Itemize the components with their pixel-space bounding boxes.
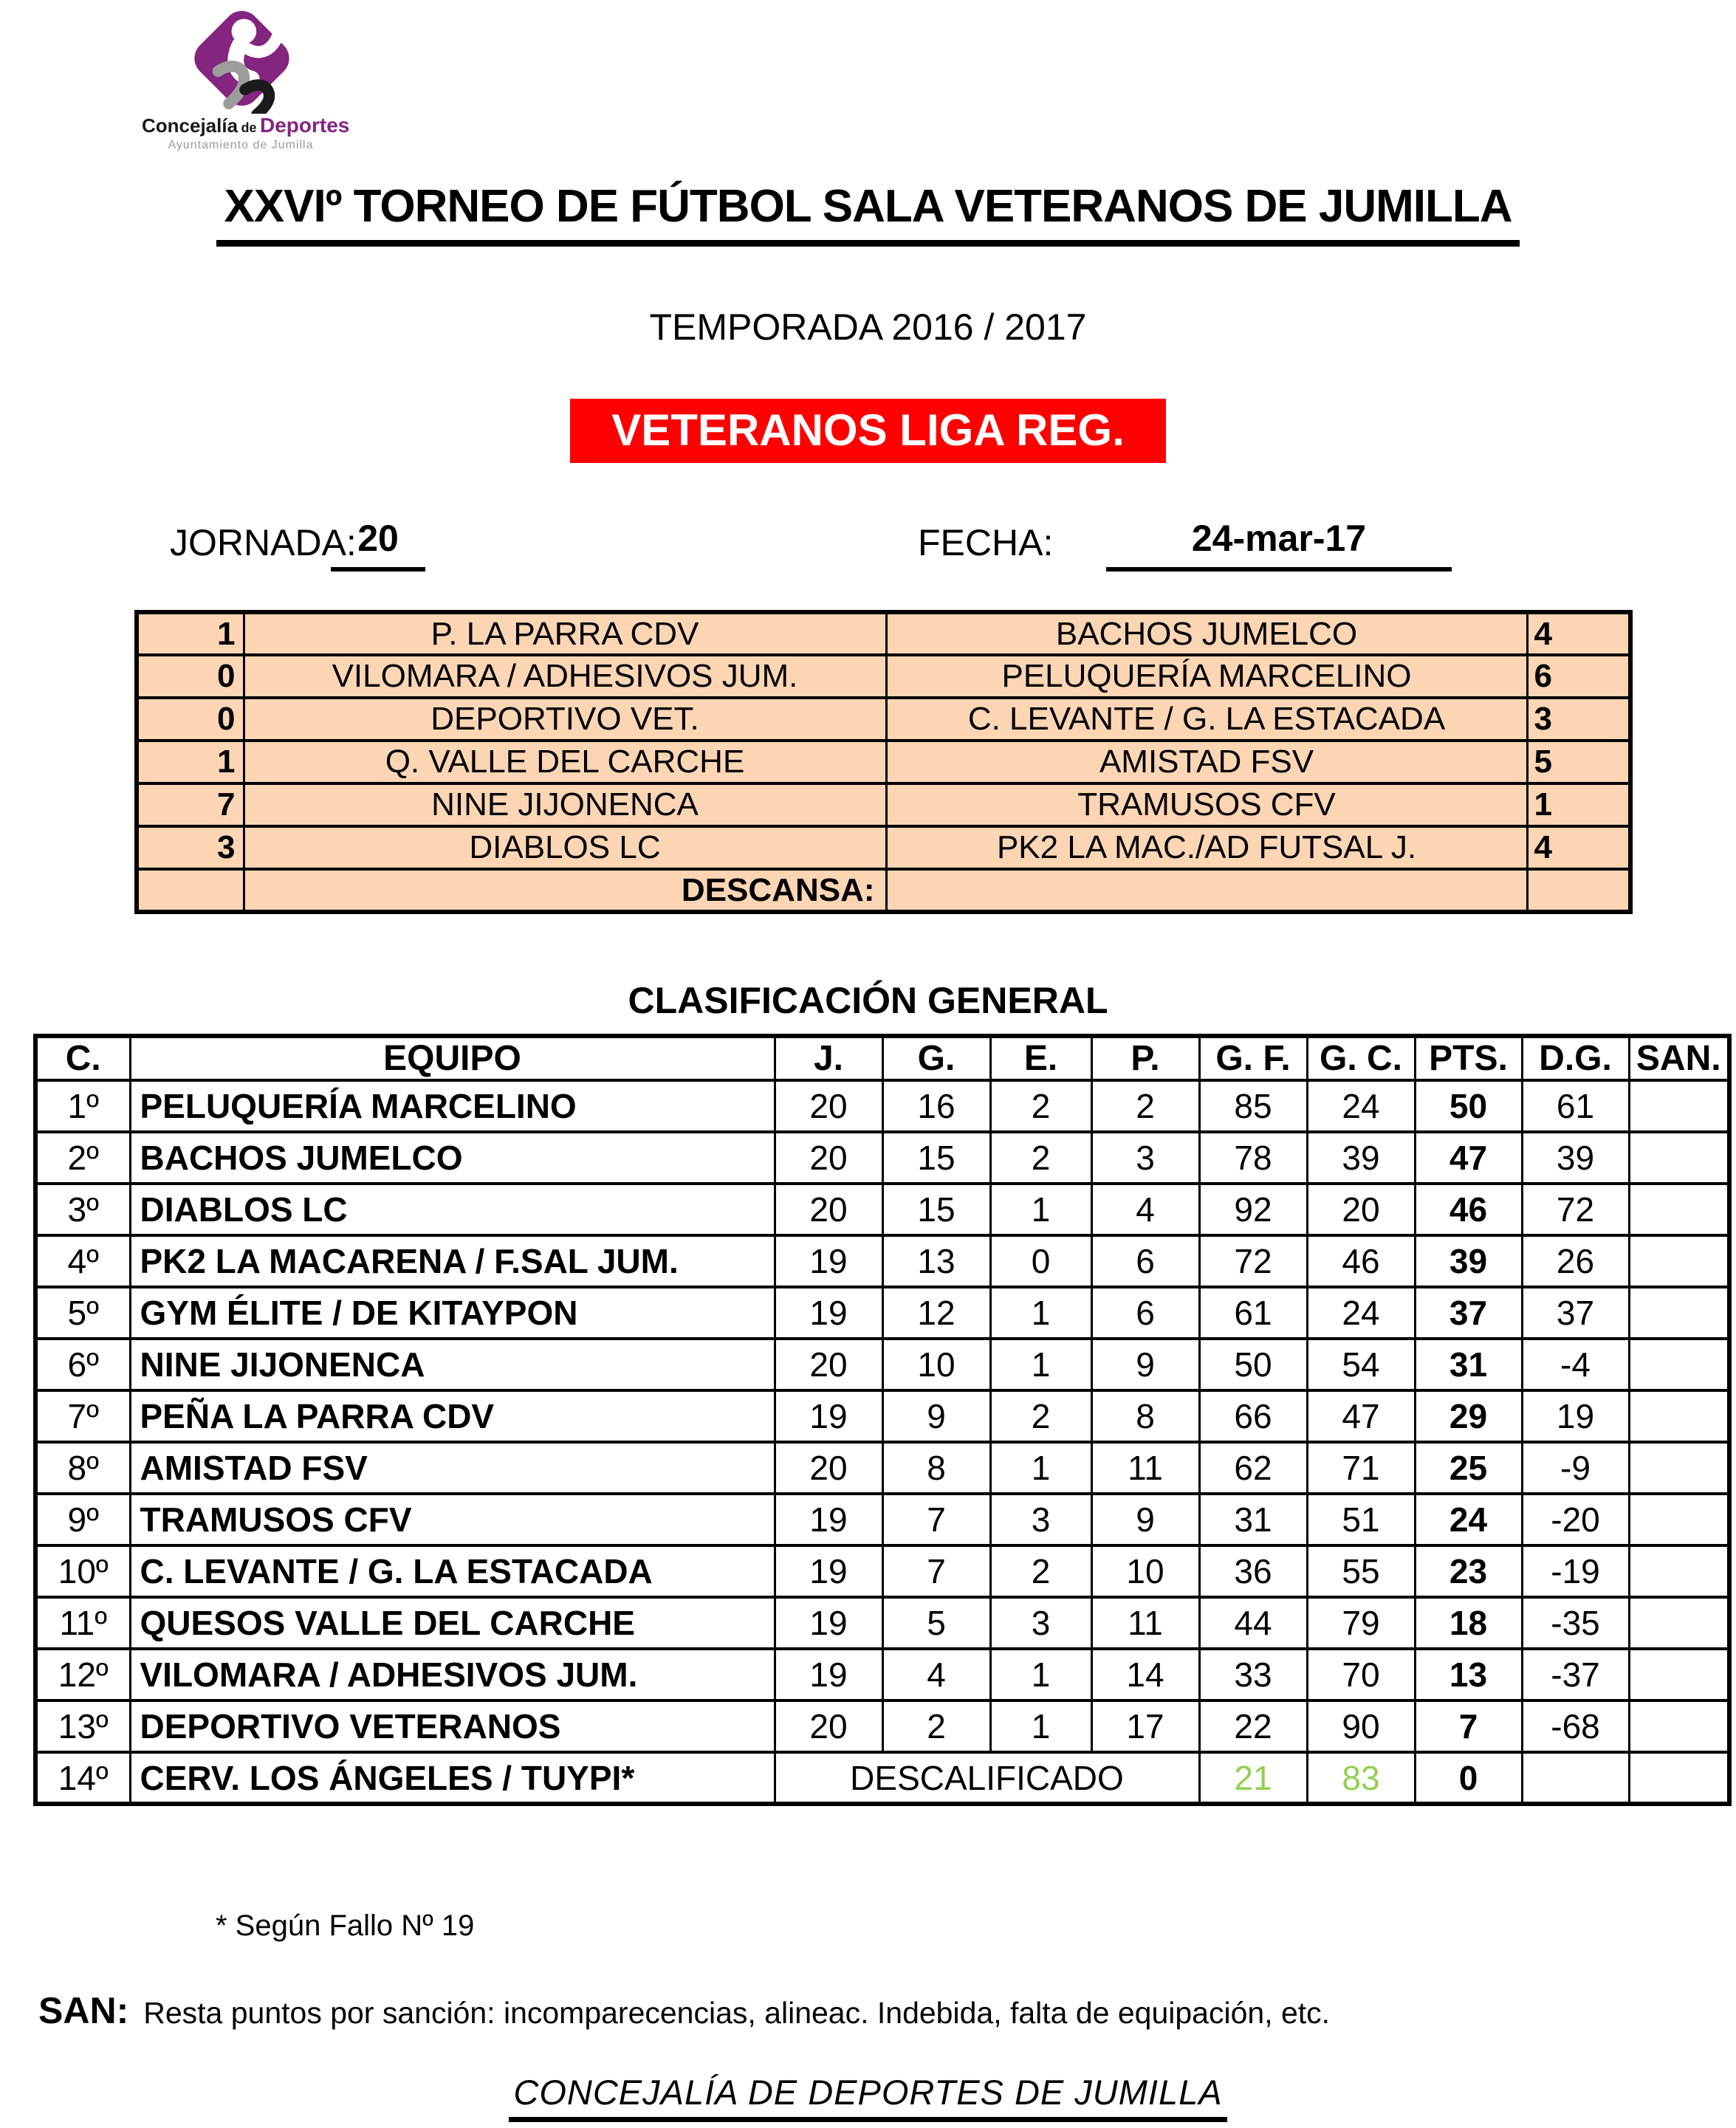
standings-title: CLASIFICACIÓN GENERAL	[628, 980, 1108, 1021]
home-team: VILOMARA / ADHESIVOS JUM.	[244, 655, 886, 698]
standings-row	[35, 1339, 1729, 1390]
away-score: 3	[1527, 698, 1630, 741]
col-header-pts: PTS.	[1415, 1036, 1522, 1080]
away-team: PELUQUERÍA MARCELINO	[886, 655, 1527, 698]
goal-difference: 61	[1522, 1080, 1629, 1132]
standings-row	[35, 1494, 1729, 1545]
goals-for: 36	[1199, 1545, 1307, 1597]
sanction	[1629, 1235, 1729, 1287]
descansa-empty-away-score	[1527, 869, 1630, 912]
standings-row	[35, 1649, 1729, 1700]
away-team: TRAMUSOS CFV	[886, 783, 1527, 826]
goals-for: 21	[1199, 1752, 1307, 1804]
away-score: 5	[1527, 741, 1630, 783]
team-name: AMISTAD FSV	[130, 1442, 775, 1494]
home-team: Q. VALLE DEL CARCHE	[244, 741, 886, 783]
drawn: 2	[990, 1390, 1091, 1442]
goals-against: 39	[1307, 1132, 1415, 1184]
home-team: DEPORTIVO VET.	[244, 698, 886, 741]
descansa-empty-team	[886, 869, 1527, 912]
goal-difference: 19	[1522, 1390, 1629, 1442]
team-name: QUESOS VALLE DEL CARCHE	[130, 1597, 775, 1649]
disqualified-status: DESCALIFICADO	[775, 1752, 1199, 1804]
lost: 10	[1091, 1545, 1199, 1597]
home-score: 1	[137, 612, 244, 655]
match-results-table	[134, 610, 1633, 914]
goals-against: 90	[1307, 1700, 1415, 1752]
position: 6º	[35, 1339, 130, 1390]
goal-difference: 37	[1522, 1287, 1629, 1339]
goal-difference: -68	[1522, 1700, 1629, 1752]
won: 15	[882, 1132, 990, 1184]
drawn: 1	[990, 1700, 1091, 1752]
standings-row	[35, 1287, 1729, 1339]
col-header-p: P.	[1091, 1036, 1199, 1080]
logo-brand-de: de	[241, 120, 257, 135]
goals-against: 24	[1307, 1287, 1415, 1339]
goals-for: 31	[1199, 1494, 1307, 1545]
sanction	[1629, 1390, 1729, 1442]
standings-row-disqualified	[35, 1752, 1729, 1804]
points: 37	[1415, 1287, 1522, 1339]
standings-row	[35, 1235, 1729, 1287]
league-banner: VETERANOS LIGA REG.	[570, 399, 1166, 463]
position: 4º	[35, 1235, 130, 1287]
lost: 9	[1091, 1339, 1199, 1390]
page-title: XXVIº TORNEO DE FÚTBOL SALA VETERANOS DE JUMILLA	[0, 180, 1736, 247]
goals-against: 79	[1307, 1597, 1415, 1649]
goal-difference: -4	[1522, 1339, 1629, 1390]
team-name: PELUQUERÍA MARCELINO	[130, 1080, 775, 1132]
away-team: BACHOS JUMELCO	[886, 612, 1527, 655]
goals-for: 66	[1199, 1390, 1307, 1442]
col-header-gc: G. C.	[1307, 1036, 1415, 1080]
home-team: NINE JIJONENCA	[244, 783, 886, 826]
match-row	[137, 783, 1630, 826]
sanction	[1629, 1700, 1729, 1752]
concejalia-deportes-logo	[142, 3, 350, 152]
position: 10º	[35, 1545, 130, 1597]
played: 19	[775, 1390, 882, 1442]
sanction	[1629, 1597, 1729, 1649]
col-header-dg: D.G.	[1522, 1036, 1629, 1080]
goals-against: 20	[1307, 1184, 1415, 1235]
standings-row	[35, 1132, 1729, 1184]
position: 5º	[35, 1287, 130, 1339]
goals-for: 78	[1199, 1132, 1307, 1184]
team-name: PK2 LA MACARENA / F.SAL JUM.	[130, 1235, 775, 1287]
sanction	[1629, 1339, 1729, 1390]
goals-against: 24	[1307, 1080, 1415, 1132]
lost: 11	[1091, 1597, 1199, 1649]
goals-against: 71	[1307, 1442, 1415, 1494]
standings-row	[35, 1080, 1729, 1132]
won: 12	[882, 1287, 990, 1339]
lost: 2	[1091, 1080, 1199, 1132]
away-score: 1	[1527, 783, 1630, 826]
lost: 14	[1091, 1649, 1199, 1700]
match-row	[137, 698, 1630, 741]
won: 9	[882, 1390, 990, 1442]
position: 2º	[35, 1132, 130, 1184]
points: 7	[1415, 1700, 1522, 1752]
match-row	[137, 826, 1630, 869]
played: 19	[775, 1494, 882, 1545]
goal-difference: -35	[1522, 1597, 1629, 1649]
position: 11º	[35, 1597, 130, 1649]
goal-difference	[1522, 1752, 1629, 1804]
played: 19	[775, 1649, 882, 1700]
col-header-e: E.	[990, 1036, 1091, 1080]
jornada-label: JORNADA:	[170, 522, 357, 563]
goals-for: 72	[1199, 1235, 1307, 1287]
san-label: SAN:	[38, 1990, 129, 2031]
goals-for: 61	[1199, 1287, 1307, 1339]
goals-for: 50	[1199, 1339, 1307, 1390]
goals-against: 47	[1307, 1390, 1415, 1442]
goal-difference: 39	[1522, 1132, 1629, 1184]
goal-difference: 26	[1522, 1235, 1629, 1287]
sanction	[1629, 1287, 1729, 1339]
col-header-equipo: EQUIPO	[130, 1036, 775, 1080]
won: 4	[882, 1649, 990, 1700]
goal-difference: -37	[1522, 1649, 1629, 1700]
goals-against: 51	[1307, 1494, 1415, 1545]
won: 7	[882, 1494, 990, 1545]
drawn: 1	[990, 1442, 1091, 1494]
sanction	[1629, 1752, 1729, 1804]
played: 20	[775, 1184, 882, 1235]
standings-row	[35, 1442, 1729, 1494]
played: 19	[775, 1545, 882, 1597]
played: 19	[775, 1287, 882, 1339]
team-name: TRAMUSOS CFV	[130, 1494, 775, 1545]
lost: 8	[1091, 1390, 1199, 1442]
away-score: 4	[1527, 612, 1630, 655]
standings-row	[35, 1390, 1729, 1442]
position: 9º	[35, 1494, 130, 1545]
lost: 11	[1091, 1442, 1199, 1494]
away-score: 6	[1527, 655, 1630, 698]
home-score: 0	[137, 655, 244, 698]
goals-against: 55	[1307, 1545, 1415, 1597]
goal-difference: -19	[1522, 1545, 1629, 1597]
home-team: P. LA PARRA CDV	[244, 612, 886, 655]
goals-for: 22	[1199, 1700, 1307, 1752]
played: 19	[775, 1235, 882, 1287]
sanction	[1629, 1132, 1729, 1184]
sanction	[1629, 1080, 1729, 1132]
league-banner-row	[0, 399, 1736, 463]
played: 20	[775, 1339, 882, 1390]
points: 29	[1415, 1390, 1522, 1442]
logo-subtitle: Ayuntamiento de Jumilla	[168, 139, 314, 151]
team-name: NINE JIJONENCA	[130, 1339, 775, 1390]
descansa-empty-score	[137, 869, 244, 912]
won: 5	[882, 1597, 990, 1649]
position: 1º	[35, 1080, 130, 1132]
standings-footnote: * Según Fallo Nº 19	[216, 1909, 475, 1942]
drawn: 0	[990, 1235, 1091, 1287]
logo-figure-icon	[185, 3, 297, 114]
home-team: DIABLOS LC	[244, 826, 886, 869]
drawn: 2	[990, 1080, 1091, 1132]
col-header-san: SAN.	[1629, 1036, 1729, 1080]
points: 31	[1415, 1339, 1522, 1390]
standings-row	[35, 1184, 1729, 1235]
won: 13	[882, 1235, 990, 1287]
played: 20	[775, 1132, 882, 1184]
played: 20	[775, 1700, 882, 1752]
col-header-g: G.	[882, 1036, 990, 1080]
team-name: CERV. LOS ÁNGELES / TUYPI*	[130, 1752, 775, 1804]
goals-for: 44	[1199, 1597, 1307, 1649]
standings-table	[33, 1034, 1732, 1806]
logo-brand-black: Concejalía	[142, 114, 239, 137]
away-team: PK2 LA MAC./AD FUTSAL J.	[886, 826, 1527, 869]
goals-against: 70	[1307, 1649, 1415, 1700]
standings-row	[35, 1545, 1729, 1597]
footer	[0, 2072, 1736, 2122]
drawn: 1	[990, 1649, 1091, 1700]
away-team: C. LEVANTE / G. LA ESTACADA	[886, 698, 1527, 741]
goals-against: 83	[1307, 1752, 1415, 1804]
goals-for: 92	[1199, 1184, 1307, 1235]
drawn: 1	[990, 1339, 1091, 1390]
points: 0	[1415, 1752, 1522, 1804]
team-name: GYM ÉLITE / DE KITAYPON	[130, 1287, 775, 1339]
descansa-row	[137, 869, 1630, 912]
team-name: BACHOS JUMELCO	[130, 1132, 775, 1184]
position: 3º	[35, 1184, 130, 1235]
goals-for: 62	[1199, 1442, 1307, 1494]
col-header-gf: G. F.	[1199, 1036, 1307, 1080]
team-name: DEPORTIVO VETERANOS	[130, 1700, 775, 1752]
team-name: C. LEVANTE / G. LA ESTACADA	[130, 1545, 775, 1597]
standings-row	[35, 1597, 1729, 1649]
lost: 9	[1091, 1494, 1199, 1545]
sanction	[1629, 1494, 1729, 1545]
goals-for: 85	[1199, 1080, 1307, 1132]
drawn: 2	[990, 1132, 1091, 1184]
points: 25	[1415, 1442, 1522, 1494]
points: 46	[1415, 1184, 1522, 1235]
position: 14º	[35, 1752, 130, 1804]
descansa-label: DESCANSA:	[244, 869, 886, 912]
away-team: AMISTAD FSV	[886, 741, 1527, 783]
played: 20	[775, 1080, 882, 1132]
match-row	[137, 612, 1630, 655]
position: 7º	[35, 1390, 130, 1442]
team-name: VILOMARA / ADHESIVOS JUM.	[130, 1649, 775, 1700]
points: 39	[1415, 1235, 1522, 1287]
goal-difference: -20	[1522, 1494, 1629, 1545]
points: 13	[1415, 1649, 1522, 1700]
drawn: 1	[990, 1287, 1091, 1339]
match-row	[137, 741, 1630, 783]
match-row	[137, 655, 1630, 698]
home-score: 7	[137, 783, 244, 826]
drawn: 3	[990, 1494, 1091, 1545]
played: 19	[775, 1597, 882, 1649]
logo-brand-purple: Deportes	[259, 114, 350, 137]
goals-against: 54	[1307, 1339, 1415, 1390]
lost: 6	[1091, 1287, 1199, 1339]
sanction	[1629, 1184, 1729, 1235]
lost: 17	[1091, 1700, 1199, 1752]
jornada-value: 20	[331, 517, 425, 572]
col-header-j: J.	[775, 1036, 882, 1080]
drawn: 3	[990, 1597, 1091, 1649]
goals-against: 46	[1307, 1235, 1415, 1287]
season-subtitle: TEMPORADA 2016 / 2017	[649, 306, 1087, 348]
team-name: DIABLOS LC	[130, 1184, 775, 1235]
points: 24	[1415, 1494, 1522, 1545]
lost: 4	[1091, 1184, 1199, 1235]
won: 10	[882, 1339, 990, 1390]
points: 23	[1415, 1545, 1522, 1597]
fecha-label: FECHA:	[918, 522, 1054, 563]
position: 13º	[35, 1700, 130, 1752]
home-score: 0	[137, 698, 244, 741]
fecha-value: 24-mar-17	[1106, 517, 1452, 572]
points: 50	[1415, 1080, 1522, 1132]
points: 18	[1415, 1597, 1522, 1649]
san-text: Resta puntos por sanción: incomparecencias, alineac. Indebida, falta de equipación, etc.	[143, 1996, 1331, 2030]
won: 2	[882, 1700, 990, 1752]
home-score: 3	[137, 826, 244, 869]
won: 16	[882, 1080, 990, 1132]
away-score: 4	[1527, 826, 1630, 869]
drawn: 2	[990, 1545, 1091, 1597]
played: 20	[775, 1442, 882, 1494]
logo-brand-text	[142, 114, 350, 137]
position: 8º	[35, 1442, 130, 1494]
sanction	[1629, 1442, 1729, 1494]
lost: 6	[1091, 1235, 1199, 1287]
won: 7	[882, 1545, 990, 1597]
points: 47	[1415, 1132, 1522, 1184]
won: 8	[882, 1442, 990, 1494]
sanction	[1629, 1545, 1729, 1597]
team-name: PEÑA LA PARRA CDV	[130, 1390, 775, 1442]
home-score: 1	[137, 741, 244, 783]
position: 12º	[35, 1649, 130, 1700]
col-header-c: C.	[35, 1036, 130, 1080]
goal-difference: 72	[1522, 1184, 1629, 1235]
standings-header-row	[35, 1036, 1729, 1080]
goal-difference: -9	[1522, 1442, 1629, 1494]
goals-for: 33	[1199, 1649, 1307, 1700]
san-note	[38, 1989, 1330, 2032]
lost: 3	[1091, 1132, 1199, 1184]
footer-text: CONCEJALÍA DE DEPORTES DE JUMILLA	[509, 2072, 1226, 2122]
sanction	[1629, 1649, 1729, 1700]
won: 15	[882, 1184, 990, 1235]
drawn: 1	[990, 1184, 1091, 1235]
standings-row	[35, 1700, 1729, 1752]
